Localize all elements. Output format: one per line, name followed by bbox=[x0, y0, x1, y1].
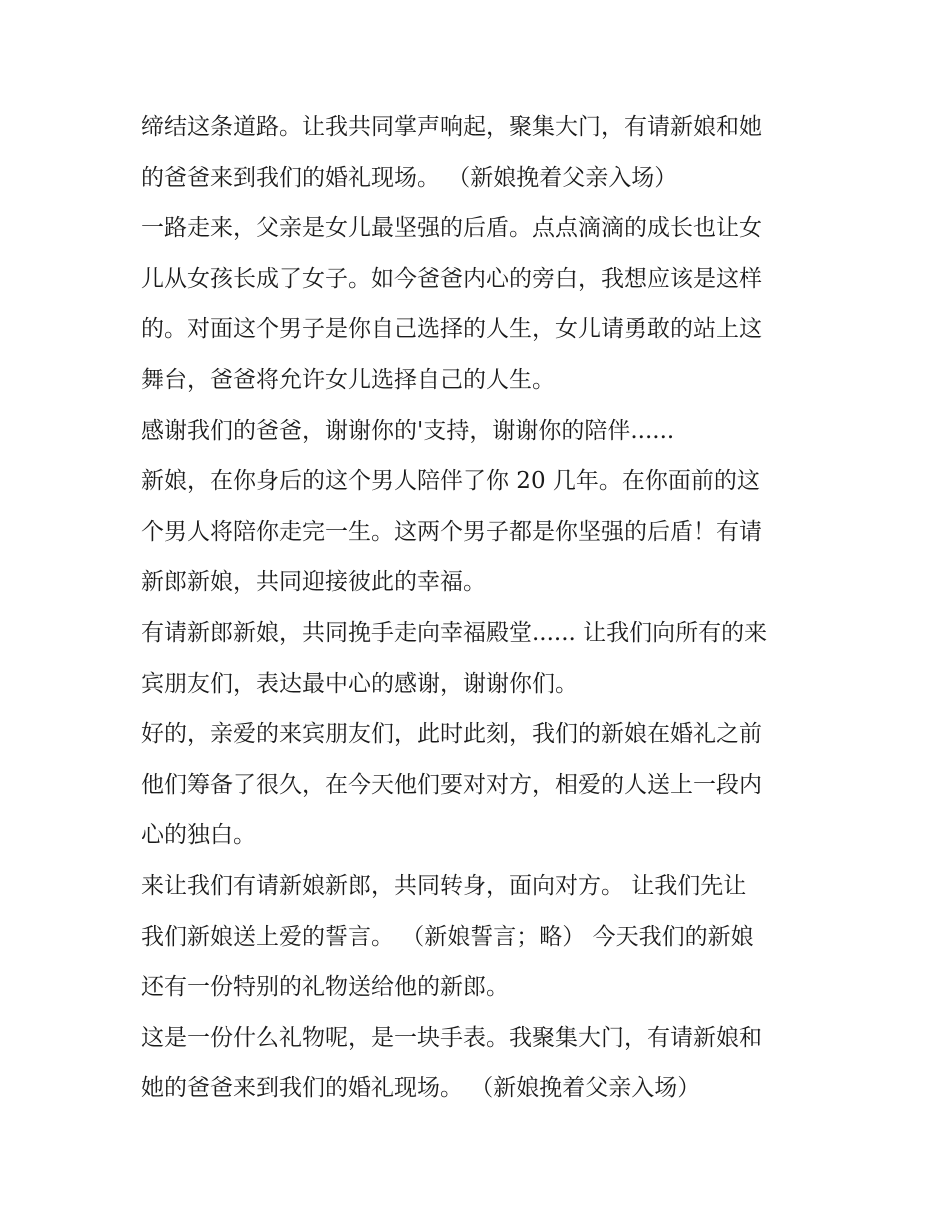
text-line: 舞台，爸爸将允许女儿选择自己的人生。 bbox=[141, 366, 555, 393]
text-line: 来让我们有请新娘新郎，共同转身，面向对方。 让我们先让 bbox=[141, 872, 747, 899]
text-line: 宾朋友们，表达最中心的感谢，谢谢你们。 bbox=[141, 670, 578, 697]
text-line: 个男人将陪你走完一生。这两个男子都是你坚强的后盾！有请 bbox=[141, 518, 762, 545]
text-line: 感谢我们的爸爸，谢谢你的'支持，谢谢你的陪伴...... bbox=[141, 417, 675, 444]
paragraph-3 bbox=[141, 406, 813, 457]
paragraph-7 bbox=[141, 861, 813, 1013]
document-body bbox=[141, 102, 813, 1114]
paragraph-8 bbox=[141, 1013, 813, 1114]
text-line: 新娘，在你身后的这个男人陪伴了你 20 几年。在你面前的这 bbox=[141, 468, 760, 495]
text-line: 儿从女孩长成了女子。如今爸爸内心的旁白，我想应该是这样 bbox=[141, 265, 762, 292]
paragraph-6 bbox=[141, 709, 813, 861]
text-line: 这是一份什么礼物呢，是一块手表。我聚集大门，有请新娘和 bbox=[141, 1024, 762, 1051]
paragraph-4 bbox=[141, 456, 813, 608]
text-line: 的。对面这个男子是你自己选择的人生，女儿请勇敢的站上这 bbox=[141, 316, 762, 343]
text-line: 一路走来，父亲是女儿最坚强的后盾。点点滴滴的成长也让女 bbox=[141, 215, 762, 242]
text-line: 新郎新娘，共同迎接彼此的幸福。 bbox=[141, 569, 486, 596]
text-line: 还有一份特别的礼物送给他的新郎。 bbox=[141, 974, 509, 1001]
paragraph-2 bbox=[141, 203, 813, 405]
text-line: 有请新郎新娘，共同挽手走向幸福殿堂...... 让我们向所有的来 bbox=[141, 619, 768, 646]
text-line: 缔结这条道路。让我共同掌声响起，聚集大门，有请新娘和她 bbox=[141, 114, 762, 140]
text-line: 的爸爸来到我们的婚礼现场。 （新娘挽着父亲入场） bbox=[141, 164, 678, 191]
text-line: 她的爸爸来到我们的婚礼现场。 （新娘挽着父亲入场） bbox=[141, 1075, 701, 1102]
text-line: 好的，亲爱的来宾朋友们，此时此刻，我们的新娘在婚礼之前 bbox=[141, 721, 762, 748]
text-line: 他们筹备了很久，在今天他们要对对方，相爱的人送上一段内 bbox=[141, 771, 762, 798]
text-line: 心的独白。 bbox=[141, 822, 256, 849]
paragraph-5 bbox=[141, 608, 813, 709]
text-line: 我们新娘送上爱的誓言。 （新娘誓言；略） 今天我们的新娘 bbox=[141, 923, 754, 950]
paragraph-1 bbox=[141, 102, 813, 203]
